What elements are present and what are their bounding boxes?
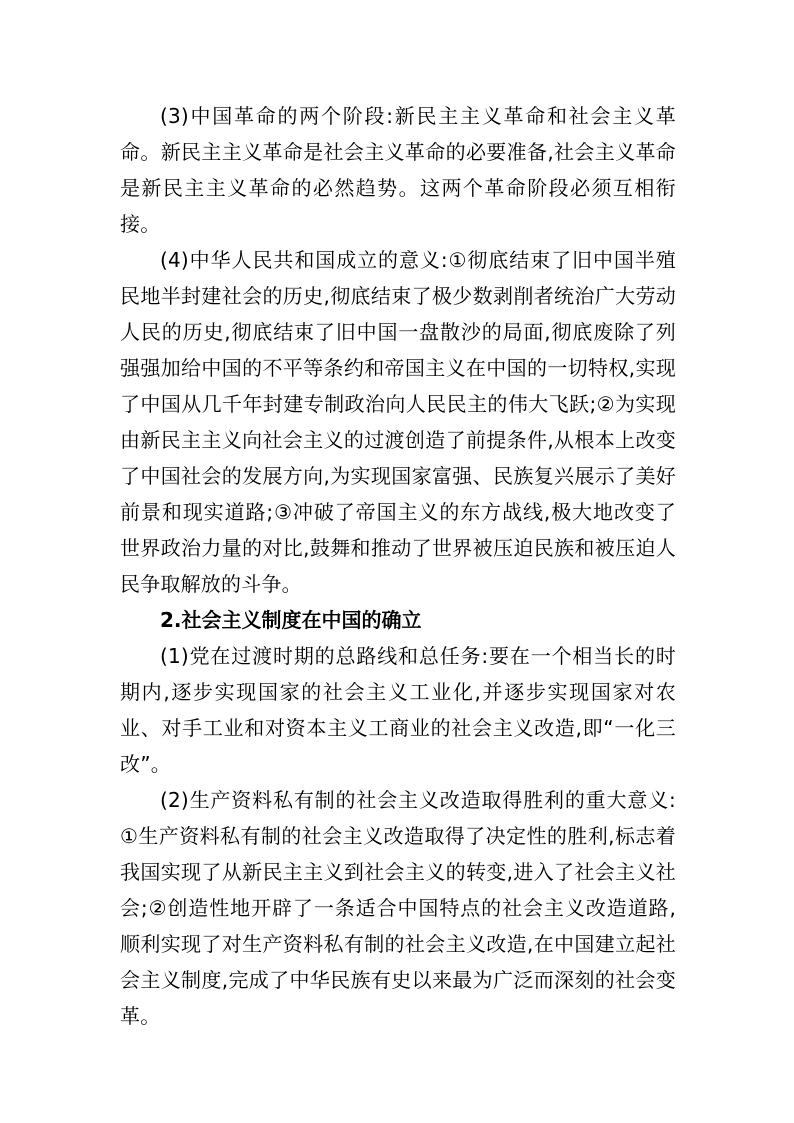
- section-heading: 2.社会主义制度在中国的确立: [160, 608, 422, 632]
- paragraph-prc-founding-significance: (4)中华人民共和国成立的意义:①彻底结束了旧中国半殖民地半封建社会的历史,彻底结束了极少数剥削者统治广大劳动人民的历史,彻底结束了旧中国一盘散沙的局面,彻底废除了列强强加给中国的不平等条约和帝国主义在中国的一切特权,实现了中国从几千年封建专制政治向人民民主的伟大飞跃;②为实现由新民主主义向社会主义的过渡创造了前提条件,从根本上改变了中国社会的发展方向,为实现国家富强、民族复兴展示了美好前景和现实道路;③冲破了帝国主义的东方战线,极大地改变了世界政治力量的对比,鼓舞和推动了世界被压迫民族和被压迫人民争取解放的斗争。: [120, 248, 676, 596]
- paragraph-general-line: (1)党在过渡时期的总路线和总任务:要在一个相当长的时期内,逐步实现国家的社会主义工业化,并逐步实现国家对农业、对手工业和对资本主义工商业的社会主义改造,即“一化三改”。: [120, 644, 676, 776]
- paragraph-socialist-transformation-significance: (2)生产资料私有制的社会主义改造取得胜利的重大意义:①生产资料私有制的社会主义改造取得了决定性的胜利,标志着我国实现了从新民主主义到社会主义的转变,进入了社会主义社会;②创造性地开辟了一条适合中国特点的社会主义改造道路,顺利实现了对生产资料私有制的社会主义改造,在中国建立起社会主义制度,完成了中华民族有史以来最为广泛而深刻的社会变革。: [120, 788, 676, 1028]
- paragraph-revolution-stages: (3)中国革命的两个阶段:新民主主义革命和社会主义革命。新民主主义革命是社会主义革命的必要准备,社会主义革命是新民主主义革命的必然趋势。这两个革命阶段必须互相衔接。: [120, 104, 676, 236]
- document-body: [120, 98, 676, 1034]
